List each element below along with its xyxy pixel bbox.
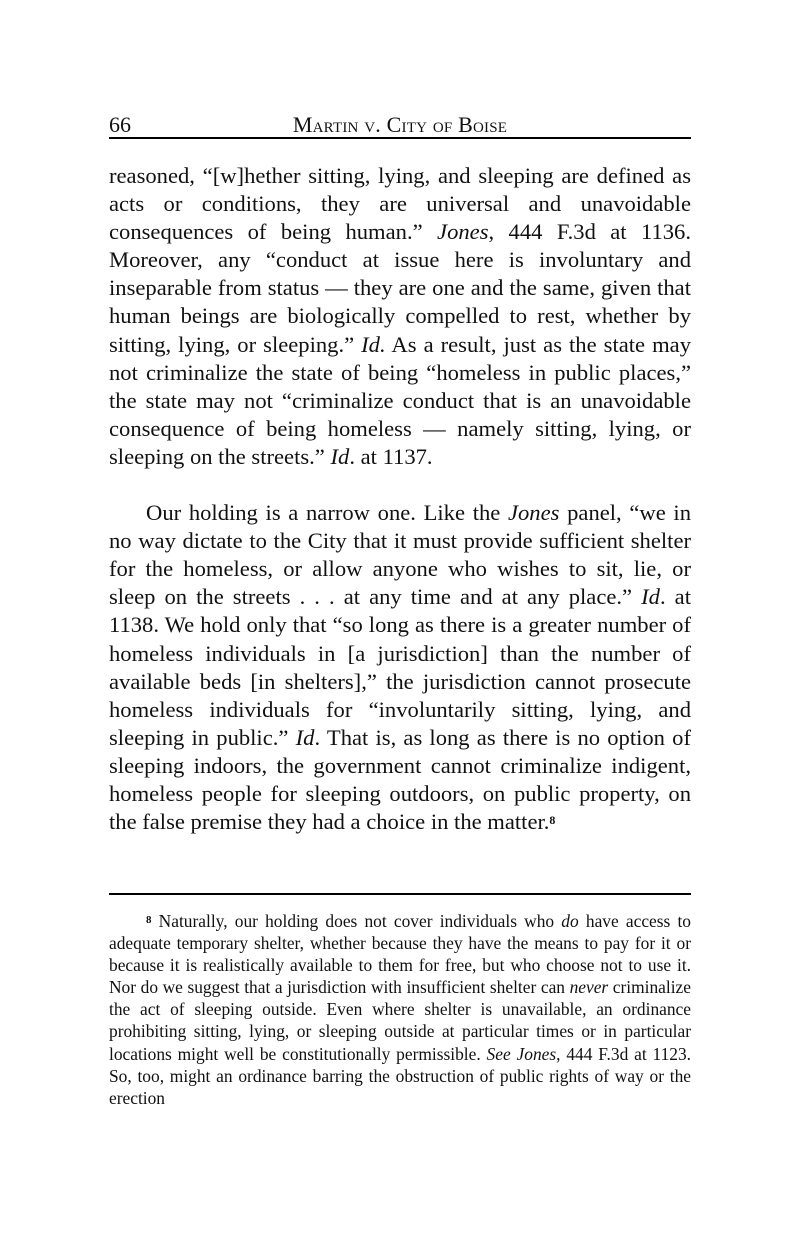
- footnote-divider: [109, 893, 691, 895]
- text-run: criminalize the act of sleeping outside. Even where shelter is unavailable, an ordinance prohibiting sitting, lying, or sleeping outside at particular times or in particular locations might well be constitutionally permissible.: [109, 977, 691, 1064]
- paragraph-2: [109, 499, 691, 836]
- paragraph-1: [109, 162, 691, 471]
- case-citation: Jones: [437, 219, 489, 245]
- page-number: 66: [109, 112, 131, 137]
- text-run: reasoned, “[w]hether sitting, lying, and sleeping are defined as acts or conditions, they are universal and unavoidable consequences of being human.”: [109, 163, 691, 245]
- footnote-number: 8: [146, 914, 152, 926]
- text-run: , 444 F.3d at 1136. Moreover, any “conduct at issue here is involuntary and inseparable from status — they are one and the same, given that human beings are biologically compelled to rest, whether by sitting, lying, or sleeping.”: [109, 219, 691, 357]
- text-run: , 444 F.3d at 1123. So, too, might an ordinance barring the obstruction of public rights of way or the erection: [109, 1043, 691, 1108]
- text-run: . That is, as long as there is no option of sleeping indoors, the government cannot criminalize indigent, homeless people for sleeping outdoors, on public property, on the false premise they had a choice in the matter.: [109, 724, 691, 835]
- main-text: [109, 162, 691, 836]
- case-citation: See Jones: [486, 1043, 557, 1064]
- text-run: . at 1137.: [349, 443, 433, 469]
- emphasis: do: [561, 911, 579, 931]
- id-citation: Id: [330, 443, 350, 469]
- id-citation: Id: [295, 724, 315, 750]
- id-citation: Id.: [361, 331, 386, 357]
- case-citation: Jones: [507, 500, 560, 526]
- text-run: Our holding is a narrow one. Like the: [146, 500, 508, 526]
- footnote-reference[interactable]: 8: [549, 813, 556, 828]
- text-run: Naturally, our holding does not cover individuals who: [151, 911, 562, 931]
- emphasis: never: [569, 977, 609, 998]
- text-run: have access to adequate temporary shelter, whether because they have the means to pay for it or because it is realistically available to them for free, but who choose not to use it. Nor do we suggest that a jurisdiction with insufficient shelter can: [109, 911, 691, 998]
- case-title: Martin v. City of Boise: [292, 112, 508, 137]
- id-citation: Id: [641, 584, 660, 610]
- running-header: [109, 113, 691, 139]
- footnote-8: [109, 910, 691, 1109]
- text-run: panel, “we in no way dictate to the City that it must provide sufficient shelter for the homeless, or allow anyone who wishes to sit, lie, or sleep on the streets . . . at any time and at any place.”: [109, 500, 691, 610]
- text-run: . at 1138. We hold only that “so long as there is a greater number of homeless individuals in [a jurisdiction] than the number of available beds [in shelters],” the jurisdiction cannot prosecute homeless individuals for “involuntarily sitting, lying, and sleeping in public.”: [109, 584, 691, 750]
- text-run: As a result, just as the state may not criminalize the state of being “homeless in public places,” the state may not “criminalize conduct that is an unavoidable consequence of being homeless — namely sitting, lying, or sleeping on the streets.”: [109, 331, 691, 469]
